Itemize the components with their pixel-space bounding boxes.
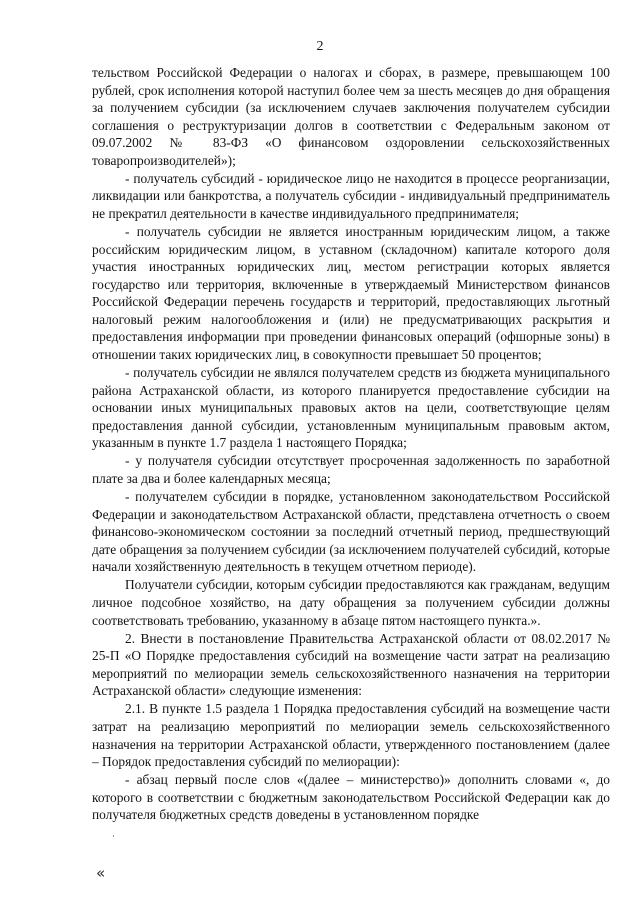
page-number: 2 [316,39,324,54]
paragraph-first-paragraph-amendment: - абзац первый после слов «(далее – министерство)» дополнить словами «, до которого в соответствии с бюджетным законодательством Российской Федерации как до получателя бюджетных средств доведены в установленном порядке [92,772,610,823]
margin-quote-mark: « [96,864,106,882]
margin-dot-mark: · [112,832,115,842]
paragraph-personal-farming: Получатели субсидии, которым субсидии предоставляются как гражданам, ведущим личное подсобное хозяйство, на дату обращения за получением субсидии должны соответствовать требованию, указанному в абзаце пятом настоящего пункта.». [92,577,610,628]
paragraph-no-other-budget-funds: - получатель субсидии не являлся получателем средств из бюджета муниципального района Астраханской области, из которого планируется предоставление субсидии на основании иных муниципальных правовых актов на цели, соответствующие целям предоставления данной субсидии, установленным муниципальным правовым актом, указанным в пункте 1.7 раздела 1 настоящего Порядка; [92,365,610,451]
document-body [92,64,610,824]
paragraph-tax-debt-continuation: тельством Российской Федерации о налогах и сборах, в размере, превышающем 100 рублей, срок исполнения которой наступил более чем за шесть месяцев до дня обращения за получением субсидии (за исключением случаев заключения получателем субсидии соглашения о реструктуризации долгов в соответствии с Федеральным законом от 09.07.2002 № 83-ФЗ «О финансовом оздоровлении сельскохозяйственных товаропроизводителей»); [92,65,610,168]
paragraph-financial-reporting: - получателем субсидии в порядке, установленном законодательством Российской Федерации и законодательством Астраханской области, представлена отчетность о своем финансово-экономическом состоянии за последний отчетный период, предшествующий дате обращения за получением субсидии (за исключением получателей субсидий, которые начали хозяйственную деятельность в текущем отчетном периоде). [92,489,610,575]
paragraph-clause-2-1: 2.1. В пункте 1.5 раздела 1 Порядка предоставления субсидий на возмещение части затрат на реализацию мероприятий по мелиорации земель сельскохозяйственного назначения на территории Астраханской области, утвержденного постановлением (далее – Порядок предоставления субсидий по мелиорации): [92,701,610,770]
paragraph-no-reorganization: - получатель субсидий - юридическое лицо не находится в процессе реорганизации, ликвидации или банкротства, а получатель субсидии - индивидуальный предприниматель не прекратил деятельности в качестве индивидуального предпринимателя; [92,170,610,221]
paragraph-amend-resolution: 2. Внести в постановление Правительства Астраханской области от 08.02.2017 № 25-П «О Порядке предоставления субсидий на возмещение части затрат на реализацию мероприятий по мелиорации земель сельскохозяйственного назначения на территории Астраханской области» следующие изменения: [92,630,610,699]
paragraph-no-wage-arrears: - у получателя субсидии отсутствует просроченная задолженность по заработной плате за два и более календарных месяца; [92,453,610,486]
paragraph-not-foreign-entity: - получатель субсидии не является иностранным юридическим лицом, а также российским юридическим лицом, в уставном (складочном) капитале которого доля участия иностранных юридических лиц, местом регистрации которых является государство или территория, включенные в утверждаемый Министерством финансов Российской Федерации перечень государств и территорий, предоставляющих льготный налоговый режим налогообложения и (или) не предусматривающих раскрытия и предоставления информации при проведении финансовых операций (офшорные зоны) в отношении таких юридических лиц, в совокупности превышает 50 процентов; [92,224,610,362]
